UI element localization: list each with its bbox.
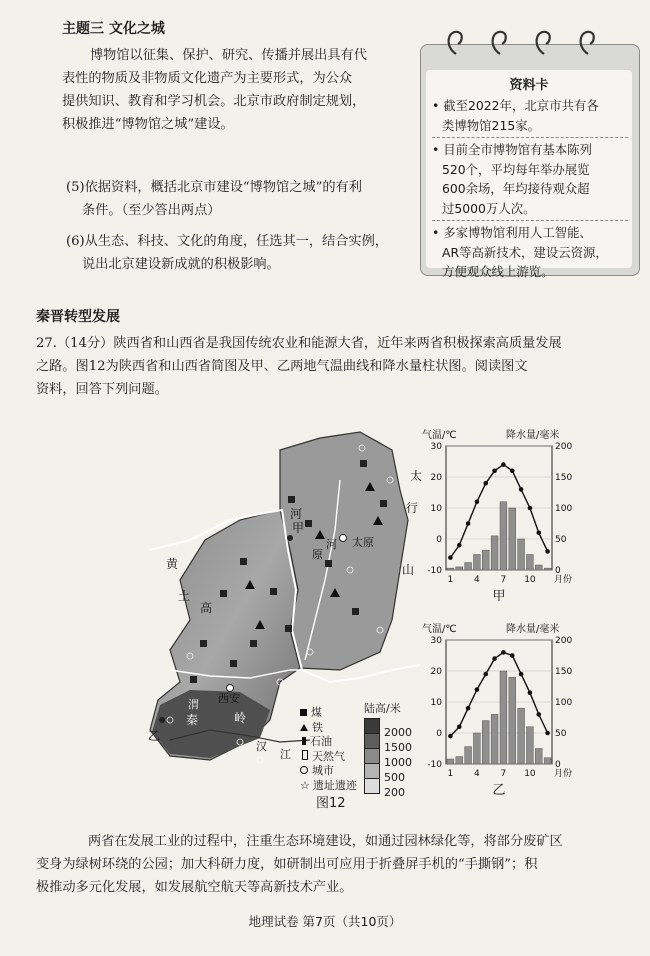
q5-line: (5)依据资料，概括北京市建设“博物馆之城”的有利 xyxy=(66,180,362,195)
temperature-point xyxy=(519,487,524,492)
precip-bar xyxy=(509,508,516,570)
theme3-paragraph xyxy=(62,44,412,136)
temp-tick-label: 0 xyxy=(436,535,442,545)
month-tick-label: 10 xyxy=(524,575,536,585)
precip-bar xyxy=(447,568,454,570)
card-item-line: 方便观众线上游览。 xyxy=(442,264,554,279)
temperature-point xyxy=(466,706,471,711)
q6-line: (6)从生态、科技、文化的角度，任选其一，结合实例， xyxy=(66,234,388,249)
precip-tick-label: 100 xyxy=(555,504,573,514)
oil-icon xyxy=(302,737,306,745)
para-line: 提供知识、教育和学习机会。北京市政府制定规划， xyxy=(62,94,366,109)
precip-tick-label: 150 xyxy=(555,667,573,677)
figure-caption: 图12 xyxy=(316,796,346,811)
city-label: 太原 xyxy=(352,536,374,549)
precip-bar xyxy=(482,550,489,570)
precip-bar xyxy=(518,539,525,570)
temp-tick-label: -10 xyxy=(427,566,442,576)
para-line: 博物馆以征集、保护、研究、传播并展出具有代 xyxy=(90,48,367,63)
precip-tick-label: 200 xyxy=(555,442,573,452)
elevation-value: 1000 xyxy=(384,756,412,769)
question-27 xyxy=(36,332,636,401)
temperature-point xyxy=(536,531,541,536)
temp-tick-label: 0 xyxy=(436,729,442,739)
region-label: 原 xyxy=(312,548,323,561)
precip-tick-label: 50 xyxy=(555,729,567,739)
elevation-value: 200 xyxy=(384,786,405,799)
page-footer: 地理试卷 第7页（共10页） xyxy=(248,914,402,929)
precip-bar xyxy=(491,536,498,570)
precip-bar xyxy=(527,727,534,764)
para-line: 积极推进“博物馆之城”建设。 xyxy=(62,117,234,132)
map-legend xyxy=(300,706,357,793)
q27-line: 27.（14分）陕西省和山西省是我国传统农业和能源大省，近年来两省积极探索高质量发展 xyxy=(36,336,562,351)
temp-tick-label: 30 xyxy=(430,636,442,646)
temp-tick-label: -10 xyxy=(427,760,442,770)
precip-bar xyxy=(474,733,481,764)
legend-item-city: 城市 xyxy=(300,764,357,779)
month-tick-label: 1 xyxy=(447,769,454,779)
q6-line: 说出北京建设新成就的积极影响。 xyxy=(82,257,280,272)
gas-icon xyxy=(302,750,308,760)
precip-tick-label: 0 xyxy=(555,760,561,770)
temperature-point xyxy=(492,656,497,661)
iron-icon xyxy=(300,724,308,731)
climate-chart-yi xyxy=(420,620,585,798)
card-item-line: • 多家博物馆利用人工智能、 xyxy=(432,225,592,240)
temperature-point xyxy=(466,521,471,526)
region-label: 黄 xyxy=(166,557,179,571)
place-label-jia: 甲 xyxy=(292,521,305,535)
precip-tick-label: 150 xyxy=(555,473,573,483)
precip-bar xyxy=(465,747,472,764)
para-line: 表性的物质及非物质文化遗产为主要形式，为公众 xyxy=(62,71,353,86)
card-item-line: 类博物馆215家。 xyxy=(442,117,540,133)
region-label: 汉 xyxy=(256,740,267,753)
theme3-title: 主题三 文化之城 xyxy=(62,21,165,37)
legend-item-oil: 石油 xyxy=(300,735,357,750)
temp-tick-label: 20 xyxy=(430,473,442,483)
precip-bar xyxy=(500,502,507,570)
precip-bar xyxy=(509,677,516,764)
region-label: 渭 xyxy=(188,698,199,711)
precip-bar xyxy=(465,563,472,570)
temp-tick-label: 30 xyxy=(430,442,442,452)
month-tick-label: 4 xyxy=(474,769,480,779)
precip-axis-label: 降水量/毫米 xyxy=(506,430,560,441)
region-label: 河 xyxy=(326,538,337,551)
temperature-line xyxy=(450,652,547,736)
month-axis-label: 月份 xyxy=(554,769,573,779)
temperature-point xyxy=(448,555,453,560)
place-label-yi: 乙 xyxy=(148,729,161,743)
question-6 xyxy=(66,230,416,276)
card-divider xyxy=(432,137,628,138)
precip-bar xyxy=(456,567,463,570)
precip-tick-label: 0 xyxy=(555,566,561,576)
city-icon xyxy=(300,766,308,774)
temperature-point xyxy=(483,481,488,486)
temperature-point xyxy=(519,672,524,677)
coal-icon xyxy=(300,709,307,716)
temp-tick-label: 20 xyxy=(430,667,442,677)
card-item xyxy=(432,223,628,282)
precip-bar xyxy=(500,671,507,764)
question-5 xyxy=(66,176,416,222)
temperature-point xyxy=(492,469,497,474)
temperature-point xyxy=(528,506,533,511)
elevation-value: 500 xyxy=(384,771,405,784)
precip-bar xyxy=(527,555,534,571)
precip-axis-label: 降水量/毫米 xyxy=(506,624,560,635)
region-label: 山 xyxy=(402,563,415,577)
temperature-point xyxy=(475,687,480,692)
temperature-line xyxy=(450,465,547,558)
temperature-point xyxy=(501,650,506,655)
temperature-point xyxy=(510,469,515,474)
elevation-value: 1500 xyxy=(384,741,412,754)
month-tick-label: 10 xyxy=(524,769,536,779)
card-item-line: • 截至2022年，北京市共有各 xyxy=(432,98,599,113)
precip-bar xyxy=(544,758,551,764)
q27-line: 资料，回答下列问题。 xyxy=(36,382,168,397)
precip-bar xyxy=(482,721,489,764)
precip-bar xyxy=(447,759,454,764)
month-tick-label: 1 xyxy=(447,575,454,585)
temperature-point xyxy=(545,731,550,736)
month-tick-label: 4 xyxy=(474,575,480,585)
shanxi-province xyxy=(280,432,408,670)
precip-tick-label: 100 xyxy=(555,698,573,708)
climate-chart-jia xyxy=(420,426,585,604)
temperature-point xyxy=(501,462,506,467)
elevation-title: 陆高/米 xyxy=(364,702,401,715)
card-item-line: 过5000万人次。 xyxy=(442,200,536,216)
temperature-point xyxy=(536,712,541,717)
temperature-point xyxy=(510,653,515,658)
star-icon: ☆ xyxy=(300,778,310,792)
region-label: 河 xyxy=(290,507,303,521)
q5-line: 条件。（至少答出两点） xyxy=(82,203,221,218)
legend-item-iron: 铁 xyxy=(300,721,357,736)
precip-bar xyxy=(535,749,542,765)
bottom-line: 极推动多元化发展，如发展航空航天等高新技术产业。 xyxy=(36,880,353,895)
temperature-point xyxy=(448,734,453,739)
temperature-point xyxy=(528,690,533,695)
chart-station-name: 乙 xyxy=(492,783,506,798)
precip-bar xyxy=(456,757,463,764)
month-tick-label: 7 xyxy=(500,769,507,779)
card-item-line: 520个，平均每年举办展览 xyxy=(442,161,590,177)
temp-axis-label: 气温/℃ xyxy=(422,624,457,635)
chart-station-name: 甲 xyxy=(492,589,506,604)
elevation-legend xyxy=(364,700,412,800)
precip-bar xyxy=(544,568,551,570)
card-item-line: AR等高新技术，建设云资源， xyxy=(442,244,608,260)
bottom-paragraph xyxy=(36,830,636,899)
elevation-value: 2000 xyxy=(384,726,412,739)
region-label: 岭 xyxy=(234,711,247,725)
temperature-point xyxy=(457,725,462,730)
card-item-line: 600余场，年均接待观众超 xyxy=(442,181,590,196)
precip-bar xyxy=(535,565,542,570)
region-label: 太 xyxy=(410,469,423,483)
legend-item-coal: 煤 xyxy=(300,706,357,721)
bottom-line: 两省在发展工业的过程中，注重生态环境建设，如通过园林绿化等，将部分废矿区 xyxy=(88,834,563,849)
month-tick-label: 7 xyxy=(500,575,507,585)
temp-tick-label: 10 xyxy=(430,698,442,708)
city-label: 西安 xyxy=(218,692,240,705)
card-divider xyxy=(432,220,628,221)
temp-axis-label: 气温/℃ xyxy=(422,430,457,441)
card-rings-icon xyxy=(444,28,624,58)
precip-tick-label: 200 xyxy=(555,636,573,646)
region-label: 高 xyxy=(200,601,213,615)
section-title: 秦晋转型发展 xyxy=(36,309,120,325)
card-item-line: • 目前全市博物馆有基本陈列 xyxy=(432,142,592,157)
precip-tick-label: 50 xyxy=(555,535,567,545)
region-label: 秦 xyxy=(186,713,199,727)
card-items xyxy=(432,96,628,282)
month-axis-label: 月份 xyxy=(554,575,573,585)
precip-bar xyxy=(474,555,481,571)
q27-line: 之路。图12为陕西省和山西省简图及甲、乙两地气温曲线和降水量柱状图。阅读图文 xyxy=(36,359,528,374)
region-label: 江 xyxy=(280,748,291,761)
temperature-point xyxy=(457,543,462,548)
precip-bar xyxy=(491,714,498,764)
region-label: 行 xyxy=(406,501,419,515)
legend-item-site: ☆ 遗址遗迹 xyxy=(300,778,357,792)
temperature-point xyxy=(483,672,488,677)
card-item xyxy=(432,96,628,135)
temp-tick-label: 10 xyxy=(430,504,442,514)
legend-item-gas: 天然气 xyxy=(300,750,357,765)
temperature-point xyxy=(545,549,550,554)
bottom-line: 变身为绿树环绕的公园；加大科研力度，如研制出可应用于折叠屏手机的“手撕钢”；积 xyxy=(36,857,538,872)
region-label: 土 xyxy=(178,589,191,603)
card-title: 资料卡 xyxy=(509,78,549,93)
temperature-point xyxy=(475,500,480,505)
precip-bar xyxy=(518,708,525,764)
card-item xyxy=(432,140,628,218)
